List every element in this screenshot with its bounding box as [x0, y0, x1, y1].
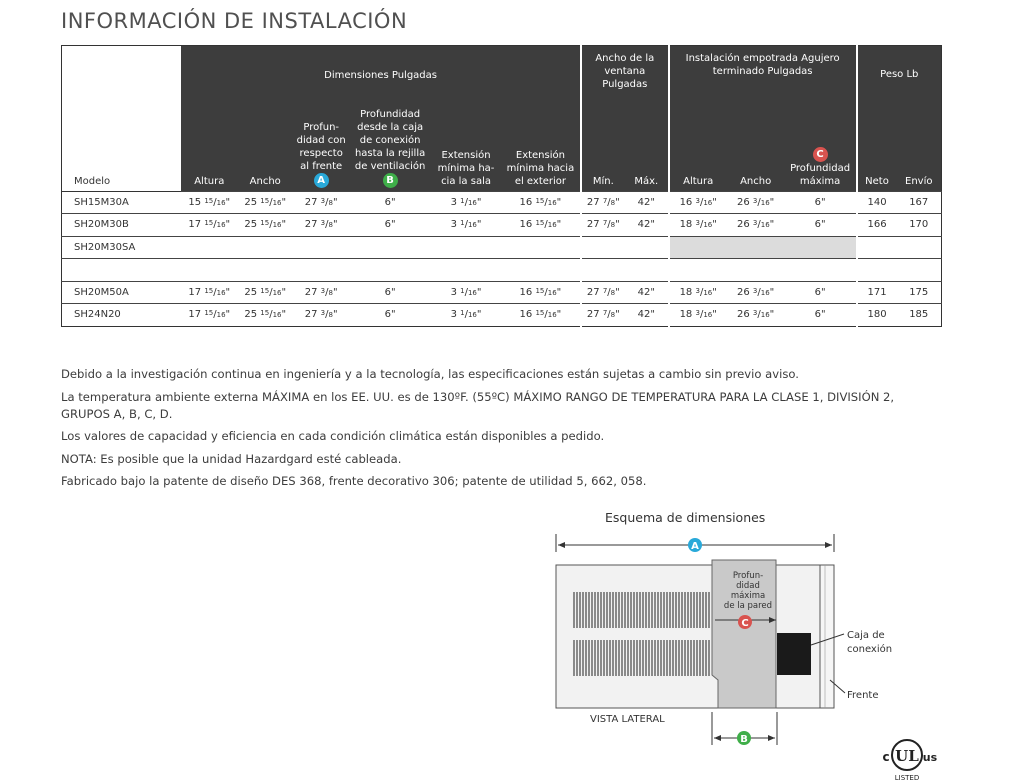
header-profundidad-caja [349, 106, 431, 192]
diagram-title: Esquema de dimensiones [605, 510, 766, 525]
header-altura: Altura [181, 106, 237, 192]
cell-model [62, 259, 182, 282]
cell-e_anc: 26 $^3$/16" [727, 191, 785, 214]
cell-ancho: 25 $^{15}$/16" [237, 304, 293, 327]
junction-box [777, 633, 811, 675]
cell-caja: 6" [349, 214, 431, 237]
cell-ancho [237, 236, 293, 259]
note-5: Fabricado bajo la patente de diseño DES 368, frente decorativo 306; patente de utilidad 5, 662, 058. [61, 474, 647, 489]
cell-min: 27 $^7$/8" [581, 281, 625, 304]
dim-a-arrow-left [558, 542, 565, 548]
note-4: NOTA: Es posible que la unidad Hazardgard esté cableada. [61, 451, 402, 466]
table-row [62, 214, 942, 237]
header-profundidad-frente-label: Profun-didad con respecto al frente [296, 121, 346, 172]
cell-exterior [501, 259, 581, 282]
header-ancho: Ancho [237, 106, 293, 192]
cell-max: 42" [625, 281, 669, 304]
cell-altura [181, 259, 237, 282]
badge-c-icon: C [813, 147, 828, 162]
cell-e_prof: 6" [785, 191, 857, 214]
note-2: La temperatura ambiente externa MÁXIMA en los EE. UU. es de 130ºF. (55ºC) MÁXIMO RANGO DE TEMPERATURA PARA LA CLASE 1, DIVISIÓN 2, GRUPOS A, B, C, D. [61, 389, 895, 421]
cell-neto [857, 236, 897, 259]
note-3: Los valores de capacidad y eficiencia en cada condición climática están disponibles a pedido. [61, 429, 605, 444]
ul-us-text: us [922, 751, 938, 764]
header-window-group: Ancho de la ventana Pulgadas [581, 46, 669, 106]
header-model: Modelo [62, 46, 182, 192]
cell-min: 27 $^7$/8" [581, 214, 625, 237]
cell-sala: 3 $^1$/16" [431, 214, 501, 237]
cell-e_anc: 26 $^3$/16" [727, 281, 785, 304]
cell-e_anc: 26 $^3$/16" [727, 304, 785, 327]
cell-model: SH20M50A [62, 281, 182, 304]
table-row [62, 259, 942, 282]
cell-model: SH24N20 [62, 304, 182, 327]
table-row [62, 281, 942, 304]
cell-max [625, 259, 669, 282]
cell-min [581, 236, 625, 259]
cell-ancho [237, 259, 293, 282]
table-body [62, 191, 942, 326]
cell-ancho: 25 $^{15}$/16" [237, 281, 293, 304]
cell-altura: 17 $^{15}$/16" [181, 281, 237, 304]
front-panel [820, 565, 834, 708]
cell-envio: 170 [896, 214, 941, 237]
cell-neto: 166 [857, 214, 897, 237]
cell-exterior: 16 $^{15}$/16" [501, 281, 581, 304]
junction-box-label-2: conexión [847, 644, 893, 655]
junction-box-label-1: Caja de [847, 630, 885, 641]
cell-caja: 6" [349, 281, 431, 304]
side-view-label: VISTA LATERAL [590, 714, 665, 725]
header-profundidad-frente [293, 106, 349, 192]
cell-exterior: 16 $^{15}$/16" [501, 304, 581, 327]
header-dimensions-group: Dimensiones Pulgadas [181, 46, 581, 106]
page-title: INFORMACIÓN DE INSTALACIÓN [61, 9, 408, 33]
cell-neto: 140 [857, 191, 897, 214]
cell-e_anc [727, 259, 785, 282]
cell-e_alt: 18 $^3$/16" [669, 304, 727, 327]
cell-e_prof [785, 259, 857, 282]
dimension-diagram [540, 530, 920, 750]
badge-b-icon: B [383, 173, 398, 188]
cell-prof [293, 259, 349, 282]
depth-label-line-4: de la pared [723, 601, 773, 611]
badge-b-diagram-text: B [740, 734, 748, 745]
cell-envio [896, 259, 941, 282]
cell-model: SH20M30B [62, 214, 182, 237]
cell-min: 27 $^7$/8" [581, 191, 625, 214]
cell-prof: 27 $^3$/8" [293, 304, 349, 327]
cell-e_anc: 26 $^3$/16" [727, 214, 785, 237]
cell-e_anc [727, 236, 785, 259]
installation-spec-table [61, 45, 942, 327]
cell-e_prof: 6" [785, 304, 857, 327]
note-1: Debido a la investigación continua en ingeniería y a la tecnología, las especificaciones están sujetas a cambio sin previo aviso. [61, 367, 799, 381]
header-emb-ancho: Ancho [727, 106, 785, 192]
table-row [62, 304, 942, 327]
cell-e_alt [669, 259, 727, 282]
cell-prof: 27 $^3$/8" [293, 214, 349, 237]
header-weight-group: Peso Lb [857, 46, 942, 106]
cell-min: 27 $^7$/8" [581, 304, 625, 327]
cell-min [581, 259, 625, 282]
cell-envio: 185 [896, 304, 941, 327]
cell-model: SH15M30A [62, 191, 182, 214]
cell-prof [293, 236, 349, 259]
cell-sala: 3 $^1$/16" [431, 281, 501, 304]
cell-e_alt: 18 $^3$/16" [669, 281, 727, 304]
dim-a-arrow-right [825, 542, 832, 548]
cell-altura: 17 $^{15}$/16" [181, 304, 237, 327]
cell-altura: 15 $^{15}$/16" [181, 191, 237, 214]
cell-caja: 6" [349, 191, 431, 214]
cell-altura [181, 236, 237, 259]
header-profundidad-caja-label: Profundidad desde la caja de conexión hasta la rejilla de ventilación [354, 108, 426, 172]
badge-c-diagram-text: C [741, 618, 749, 629]
cell-neto: 180 [857, 304, 897, 327]
cell-caja: 6" [349, 304, 431, 327]
cell-exterior: 16 $^{15}$/16" [501, 214, 581, 237]
cell-e_prof: 6" [785, 214, 857, 237]
cell-e_alt: 18 $^3$/16" [669, 214, 727, 237]
cell-sala: 3 $^1$/16" [431, 191, 501, 214]
ul-c-text: c [882, 750, 890, 764]
table-row [62, 236, 942, 259]
header-min: Mín. [581, 106, 625, 192]
cell-sala [431, 236, 501, 259]
header-embedded-group: Instalación empotrada Agujero terminado Pulgadas [669, 46, 857, 106]
cell-max: 42" [625, 191, 669, 214]
cell-caja [349, 259, 431, 282]
header-extension-exterior: Extensión mínima hacia el exterior [501, 106, 581, 192]
cell-envio: 167 [896, 191, 941, 214]
header-extension-sala: Extensión mínima ha-cia la sala [431, 106, 501, 192]
cell-caja [349, 236, 431, 259]
badge-a-diagram-text: A [691, 541, 699, 552]
ul-listed-logo [872, 735, 942, 783]
header-envio: Envío [896, 106, 941, 192]
header-neto: Neto [857, 106, 897, 192]
header-emb-profundidad [785, 106, 857, 192]
cell-envio: 175 [896, 281, 941, 304]
header-emb-altura: Altura [669, 106, 727, 192]
cell-sala [431, 259, 501, 282]
cell-sala: 3 $^1$/16" [431, 304, 501, 327]
cell-model: SH20M30SA [62, 236, 182, 259]
depth-label-line-2: didad [736, 581, 760, 591]
table-row [62, 191, 942, 214]
cell-envio [896, 236, 941, 259]
cell-neto: 171 [857, 281, 897, 304]
depth-label-line-3: máxima [730, 591, 766, 601]
cell-max: 42" [625, 304, 669, 327]
cell-e_prof: 6" [785, 281, 857, 304]
depth-label-line-1: Profun- [732, 571, 764, 581]
header-max: Máx. [625, 106, 669, 192]
cell-e_alt: 16 $^3$/16" [669, 191, 727, 214]
cell-e_prof [785, 236, 857, 259]
cell-ancho: 25 $^{15}$/16" [237, 191, 293, 214]
cell-neto [857, 259, 897, 282]
cell-prof: 27 $^3$/8" [293, 281, 349, 304]
ul-listed-text: LISTED [894, 774, 920, 782]
cell-max: 42" [625, 214, 669, 237]
cell-ancho: 25 $^{15}$/16" [237, 214, 293, 237]
header-emb-profundidad-label: Profundidad máxima [790, 162, 851, 187]
cell-exterior: 16 $^{15}$/16" [501, 191, 581, 214]
badge-a-icon: A [314, 173, 329, 188]
cell-altura: 17 $^{15}$/16" [181, 214, 237, 237]
notes-section [61, 366, 941, 496]
cell-max [625, 236, 669, 259]
cell-prof: 27 $^3$/8" [293, 191, 349, 214]
cell-e_alt [669, 236, 727, 259]
front-label: Frente [847, 690, 879, 701]
cell-exterior [501, 236, 581, 259]
ul-mark-text: UL [895, 747, 919, 765]
